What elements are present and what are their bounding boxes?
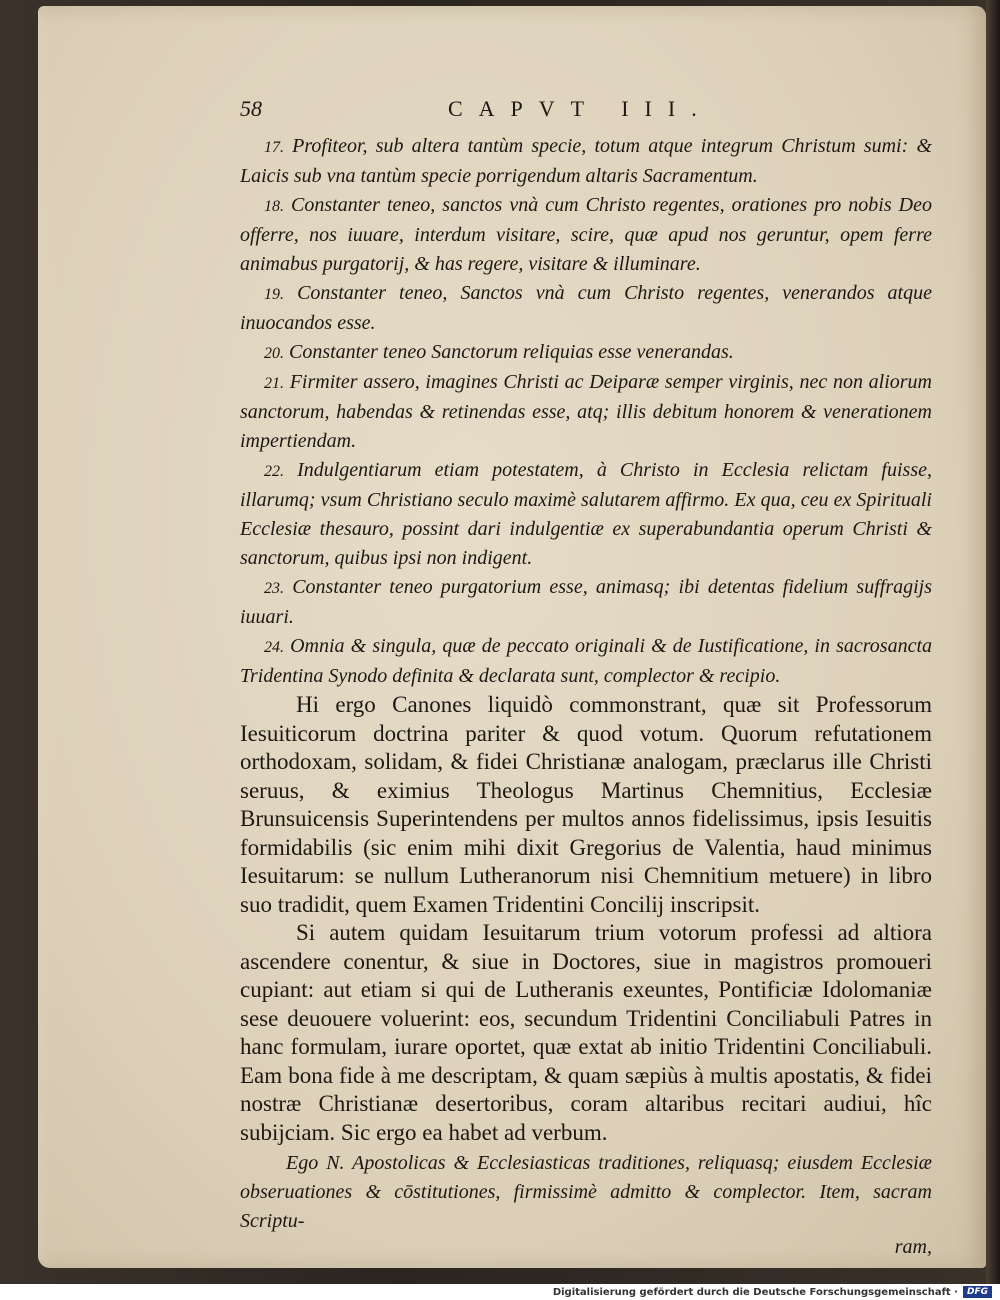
dfg-logo-icon: DFG [963,1286,992,1298]
canon-19: 19. Constanter teneo, Sanctos vnà cum Christo regentes, venerandos atque inuocandos esse. [240,282,932,334]
canon-17: 17. Profiteor, sub altera tantùm specie, totum atque integrum Christum sumi: & Laicis sub vna tantùm specie porrigendum altaris Sacramentum. [240,135,933,187]
page-number: 58 [240,96,262,121]
catchword: ram, [894,1236,932,1258]
canon-21: 21. Firmiter assero, imagines Christi ac Deiparæ semper virginis, nec non aliorum sanctorum, habendas & retinendas esse, atq; illis debitum honorem & venerationem impertiendam. [240,371,933,452]
body-paragraph: Hi ergo Canones liquidò commonstrant, quæ sit Professorum Iesuiticorum doctrina pariter & quod votum. Quorum refutationem orthodoxam, solidam, & fidei Christianæ analogam, præclarus ille Christi seruus, & eximius Theologus Martinus Chemnitius, Ecclesiæ Brunsuicensis Superintendens per multos annos fidelissimus, ipsis Iesuitis formidabilis (sic enim mihi dixit Gregorius de Valentia, haud minimus Iesuitarum: se nullum Lutheranorum nisi Chemnitium metuere) in libro suo tradidit, quem Examen Tridentini Concilij inscripsit. [240,692,932,917]
book-spine [986,0,1000,1284]
canon-22: 22. Indulgentiarum etiam potestatem, à Christo in Ecclesia relictam fuisse, illarumq; vsum Christiano seculo maximè salutarem affirmo. Ex qua, ceu ex Spirituali Ecclesiæ thesauro, possint dari indulgentiæ ex superabundantia operum Christi & sanctorum, quibus ipsi non indigent. [240,459,932,569]
body-paragraph: Si autem quidam Iesuitarum trium votorum professi ad altiora ascendere conentur, & siue in Doctores, siue in magistros promoueri cupiant: aut etiam si qui de Lutheranis exeuntes, Pontificiæ Idolomaniæ sese deuouere voluerint: eos, secundum Tridentini Conciliabuli Patres in hanc formulam, iurare oportet, quæ extat ab initio Tridentini Conciliabuli. Eam bona fide à me descriptam, & quam sæpiùs à multis apostatis, & fidei nostræ Christianæ desertoribus, coram altaribus recitari audiui, hîc subijciam. Sic ergo ea habet ad verbum. [240,920,932,1145]
oath-formula: Ego N. Apostolicas & Ecclesiasticas traditiones, reliquasq; eiusdem Ecclesiæ obseruationes & cōstitutiones, firmissimè admitto & complector. Item, sacram Scriptu- [240,1152,932,1232]
canon-20: 20. Constanter teneo Sanctorum reliquias esse venerandas. [264,341,734,363]
running-title: CAPVT III. [448,96,713,121]
canon-24: 24. Omnia & singula, quæ de peccato originali & de Iustificatione, in sacrosancta Tridentina Synodo definita & declarata sunt, complector & recipio. [240,635,932,687]
canon-18: 18. Constanter teneo, sanctos vnà cum Christo regentes, orationes pro nobis Deo offerre, nos iuuare, interdum visitare, scire, quæ apud nos geruntur, opem ferre animabus purgatorij, & has regere, visitare & illuminare. [240,194,932,275]
digitization-footer [0,1284,1000,1300]
canon-23: 23. Constanter teneo purgatorium esse, animasq; ibi detentas fidelium suffragijs iuuari. [240,576,932,628]
page-text-block [240,96,932,1259]
footer-credit: Digitalisierung gefördert durch die Deutsche Forschungsgemeinschaft · [552,1286,958,1298]
page-header [240,96,932,130]
